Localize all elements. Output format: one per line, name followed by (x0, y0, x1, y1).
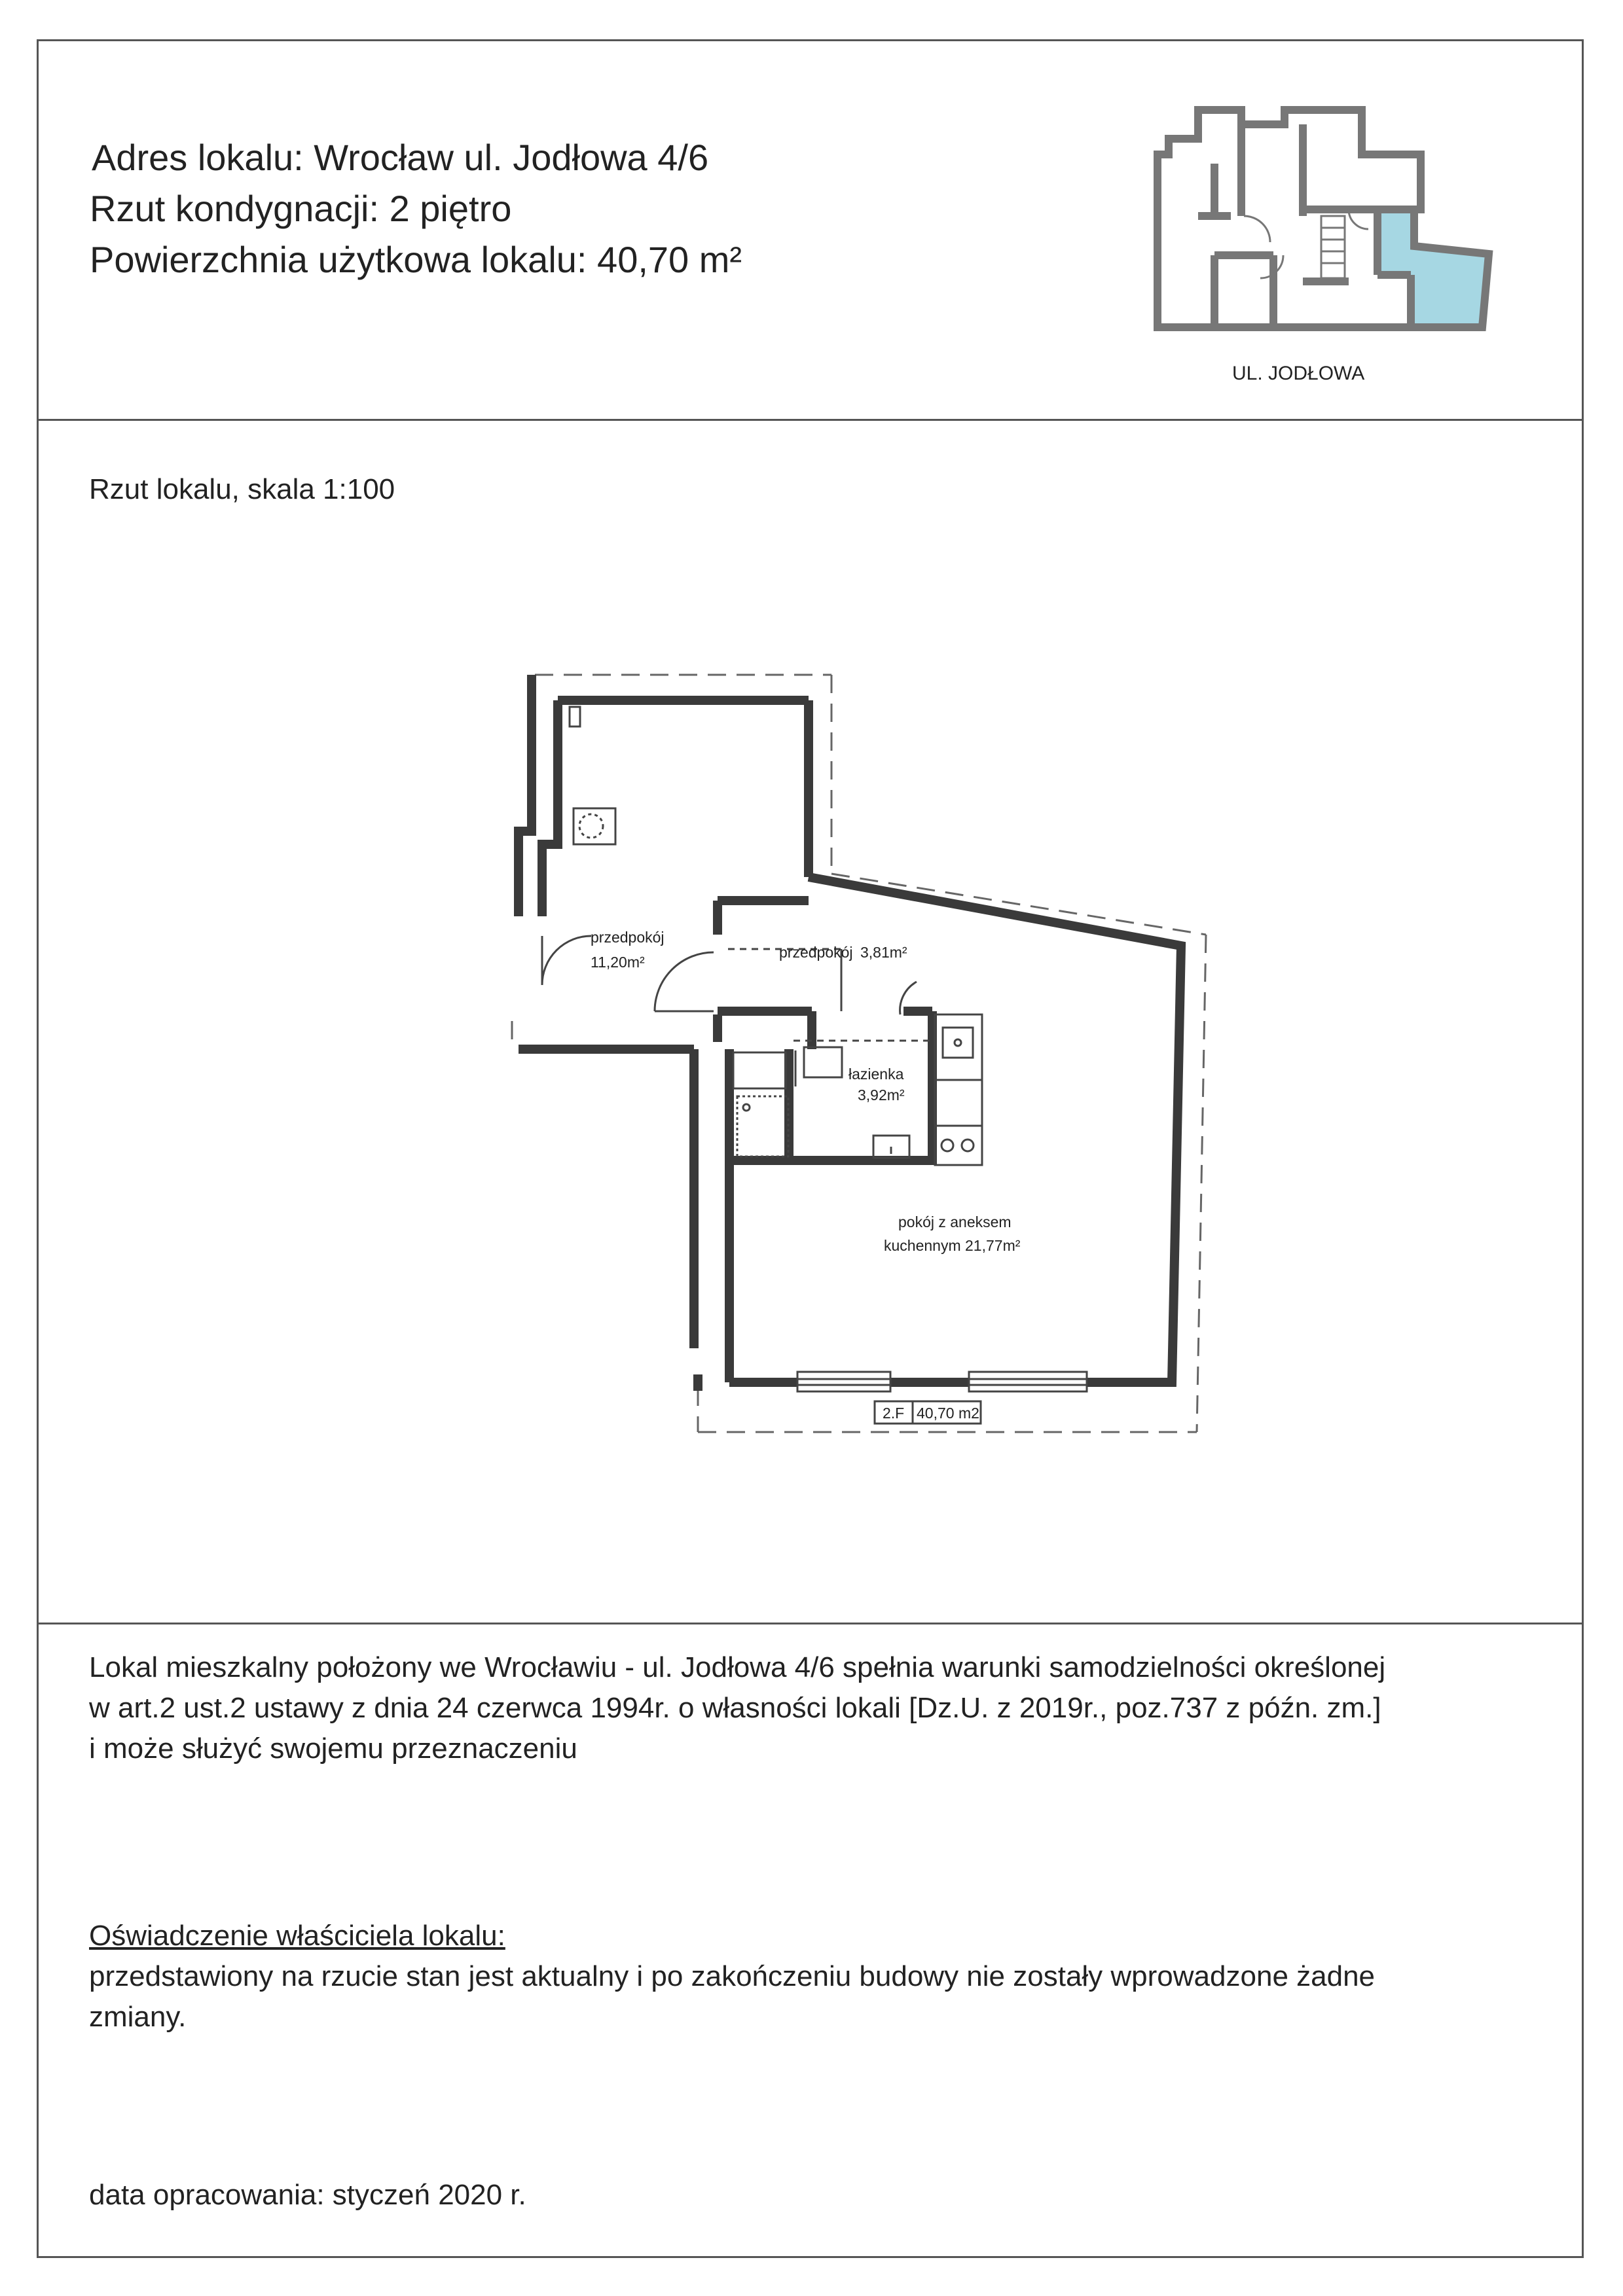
statement-line-1: Lokal mieszkalny położony we Wrocławiu - ul. Jodłowa 4/6 spełnia warunki samodzielności określonej (89, 1651, 1386, 1683)
floor-plan (512, 675, 1206, 1432)
room-label-hall1-area: 11,20m² (591, 954, 645, 971)
room-label-hall1-name: przedpokój (591, 929, 665, 946)
room-label-living-name: pokój z aneksem (898, 1213, 1012, 1230)
room-label-bath-name: łazienka (848, 1066, 904, 1083)
address-value: Wrocław ul. Jodłowa 4/6 (314, 137, 709, 178)
date-text: data opracowania: styczeń 2020 r. (89, 2179, 526, 2211)
room-label-bath-area: 3,92m² (858, 1086, 905, 1103)
area-label: Powierzchnia użytkowa lokalu: (90, 239, 587, 280)
key-plan (1154, 110, 1489, 327)
owner-line-1: przedstawiony na rzucie stan jest aktualny i po zakończeniu budowy nie zostały wprowadzone żadne (89, 1960, 1376, 1992)
unit-tag-area: 40,70 m2 (917, 1405, 979, 1422)
left-room-west-wall (542, 700, 558, 916)
floor-value: 2 piętro (389, 188, 512, 229)
bathroom-walls (729, 1011, 932, 1160)
key-plan-highlight (1377, 211, 1489, 327)
owner-heading: Oświadczenie właściciela lokalu: (89, 1920, 505, 1952)
address-label: Adres lokalu: (92, 137, 304, 178)
statement-line-2: w art.2 ust.2 ustawy z dnia 24 czerwca 1994r. o własności lokali [Dz.U. z 2019r., poz.737 z późn. zm.] (89, 1692, 1381, 1724)
area-value: 40,70 m² (597, 239, 742, 280)
room-label-hall2-area: 3,81m² (860, 944, 907, 961)
unit-tag-id: 2.F (883, 1405, 905, 1422)
room-label-living-area: kuchennym 21,77m² (884, 1237, 1021, 1254)
statement-line-3: i może służyć swojemu przeznaczeniu (89, 1732, 577, 1765)
floor-label: Rzut kondygnacji: (90, 188, 380, 229)
street-label: UL. JODŁOWA (1232, 363, 1365, 384)
owner-line-2: zmiany. (89, 2001, 187, 2033)
west-wall (519, 675, 532, 916)
plan-title: Rzut lokalu, skala 1:100 (89, 473, 395, 505)
room-label-hall2-name: przedpokój (779, 944, 853, 961)
